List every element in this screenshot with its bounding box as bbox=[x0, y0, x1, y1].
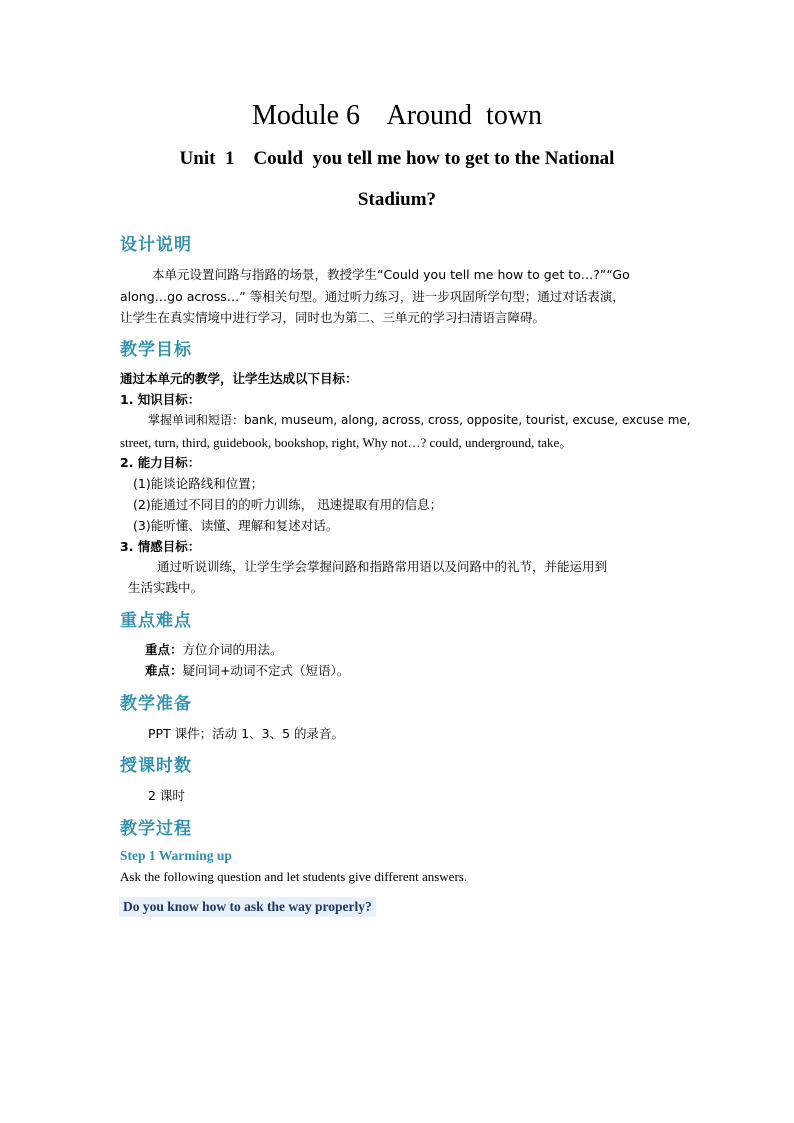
emotion-label: 3. 情感目标： bbox=[120, 539, 201, 554]
process-heading: 教学过程 bbox=[120, 819, 192, 839]
hours-text: 2 课时 bbox=[148, 788, 185, 803]
step1-title: Step 1 Warming up bbox=[120, 848, 232, 863]
emotion-line-1: 通过听说训练，让学生学会掌握问路和指路常用语以及问路中的礼节，并能运用到 bbox=[157, 559, 608, 574]
step1-text: Ask the following question and let students give different answers. bbox=[120, 869, 468, 884]
ability-label: 2. 能力目标： bbox=[120, 455, 201, 470]
goals-heading: 教学目标 bbox=[120, 340, 192, 360]
goals-intro: 通过本单元的教学，让学生达成以下目标： bbox=[120, 371, 358, 386]
module-title: Module 6 Around town bbox=[251, 100, 543, 131]
ability-item-3: (3)能听懂、读懂、理解和复述对话。 bbox=[133, 518, 339, 533]
preparation-heading: 教学准备 bbox=[120, 694, 192, 714]
step1-question: Do you know how to ask the way properly? bbox=[119, 897, 376, 917]
emotion-line-2: 生活实践中。 bbox=[128, 580, 204, 595]
design-line-2: along…go across…” 等相关句型。通过听力练习，进一步巩固所学句型；通过对话表演， bbox=[120, 289, 625, 304]
key-point-text: 方位介词的用法。 bbox=[182, 642, 283, 657]
difficult-point-label: 难点： bbox=[145, 663, 183, 678]
key-points-heading: 重点难点 bbox=[120, 611, 192, 631]
design-heading: 设计说明 bbox=[120, 235, 192, 255]
hours-heading: 授课时数 bbox=[120, 756, 192, 776]
difficult-point-text: 疑问词+动词不定式（短语）。 bbox=[182, 663, 350, 678]
knowledge-label: 1. 知识目标： bbox=[120, 392, 201, 407]
knowledge-line-1: 掌握单词和短语：bank, museum, along, across, cross, opposite, tourist, excuse, excuse me, bbox=[148, 413, 691, 427]
preparation-text: PPT 课件；活动 1、3、5 的录音。 bbox=[148, 726, 344, 741]
design-line-1: 本单元设置问路与指路的场景，教授学生“Could you tell me how to get to…?”“Go bbox=[152, 267, 630, 282]
design-line-3: 让学生在真实情境中进行学习，同时也为第二、三单元的学习扫清语言障碍。 bbox=[120, 310, 546, 325]
ability-item-1: (1)能谈论路线和位置； bbox=[133, 476, 264, 491]
ability-item-2: (2)能通过不同目的的听力训练， 迅速提取有用的信息； bbox=[133, 497, 443, 512]
key-point bbox=[145, 640, 283, 658]
difficult-point bbox=[145, 661, 349, 679]
unit-title-line2: Stadium? bbox=[357, 189, 437, 210]
unit-title-line1: Unit 1 Could you tell me how to get to the National bbox=[179, 148, 615, 169]
knowledge-line-2: street, turn, third, guidebook, bookshop, right, Why not…? could, underground, take。 bbox=[120, 435, 573, 450]
key-point-label: 重点： bbox=[145, 642, 183, 657]
